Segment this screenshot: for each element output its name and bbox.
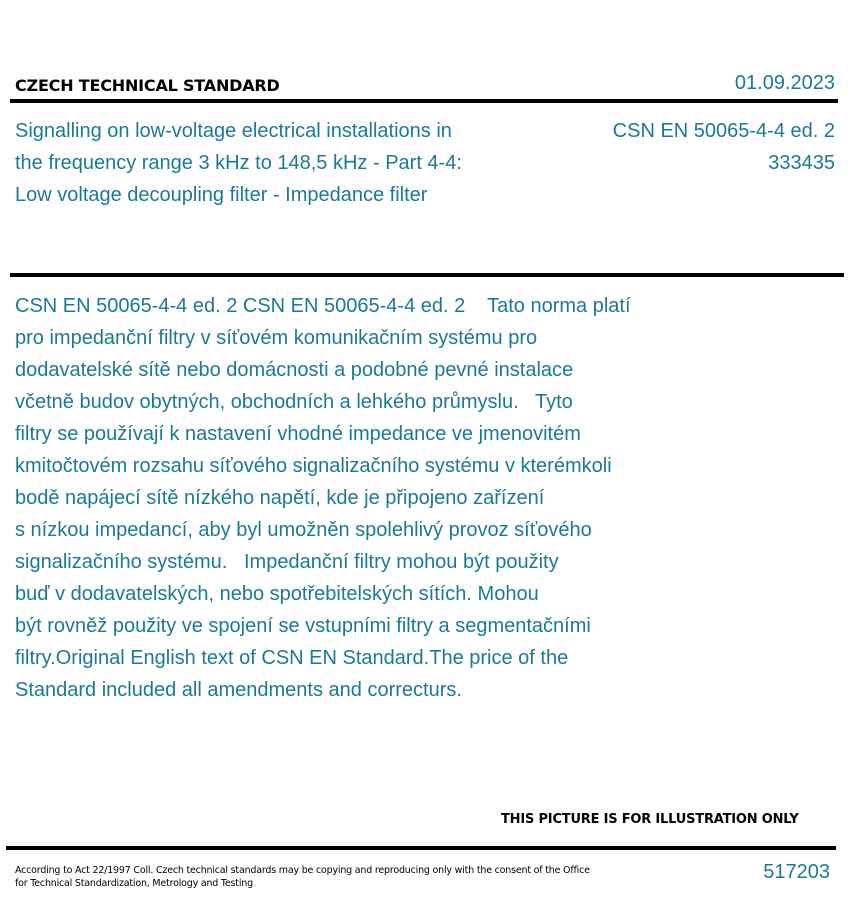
description-line: Standard included all amendments and correcturs. — [15, 679, 462, 701]
description-line: dodavatelské sítě nebo domácnosti a podobné pevné instalace — [15, 359, 574, 381]
description-line: být rovněž použity ve spojení se vstupními filtry a segmentačními — [15, 615, 591, 637]
footer-divider — [6, 846, 836, 850]
standard-code: CSN EN 50065-4-4 ed. 2 — [612, 120, 835, 142]
description-line: CSN EN 50065-4-4 ed. 2 CSN EN 50065-4-4 ed. 2 Tato norma platí — [15, 295, 631, 317]
description-line: filtry se používají k nastavení vhodné impedance ve jmenovitém — [15, 423, 581, 445]
description-line: s nízkou impedancí, aby byl umožněn spolehlivý provoz síťového — [15, 519, 592, 541]
publication-date: 01.09.2023 — [734, 72, 835, 94]
header-divider — [10, 99, 838, 103]
legal-notice-line: for Technical Standardization, Metrology and Testing — [15, 878, 253, 889]
title-line: Signalling on low-voltage electrical installations in — [15, 120, 452, 142]
description-line: kmitočtovém rozsahu síťového signalizačního systému v kterémkoli — [15, 455, 612, 477]
description-line: bodě napájecí sítě nízkého napětí, kde je připojeno zařízení — [15, 487, 545, 509]
section-divider — [10, 273, 844, 277]
standard-number: 333435 — [768, 152, 835, 174]
title-line: the frequency range 3 kHz to 148,5 kHz - Part 4-4: — [15, 152, 462, 174]
standard-identifiers — [613, 115, 835, 179]
description-line: filtry.Original English text of CSN EN Standard.The price of the — [15, 647, 569, 669]
illustration-disclaimer: THIS PICTURE IS FOR ILLUSTRATION ONLY — [501, 812, 799, 827]
title-line: Low voltage decoupling filter - Impedance filter — [15, 184, 428, 206]
document-type-label: CZECH TECHNICAL STANDARD — [15, 76, 280, 95]
legal-notice-line: According to Act 22/1997 Coll. Czech technical standards may be copying and reproducing only with the consent of the Office — [15, 865, 590, 876]
legal-notice — [15, 864, 590, 890]
description-line: včetně budov obytných, obchodních a lehkého průmyslu. Tyto — [15, 391, 573, 413]
standard-title — [15, 115, 515, 211]
standard-description — [15, 290, 695, 706]
description-line: pro impedanční filtry v síťovém komunikačním systému pro — [15, 327, 538, 349]
document-id: 517203 — [763, 861, 830, 883]
description-line: signalizačního systému. Impedanční filtry mohou být použity — [15, 551, 559, 573]
description-line: buď v dodavatelských, nebo spotřebitelských sítích. Mohou — [15, 583, 539, 605]
